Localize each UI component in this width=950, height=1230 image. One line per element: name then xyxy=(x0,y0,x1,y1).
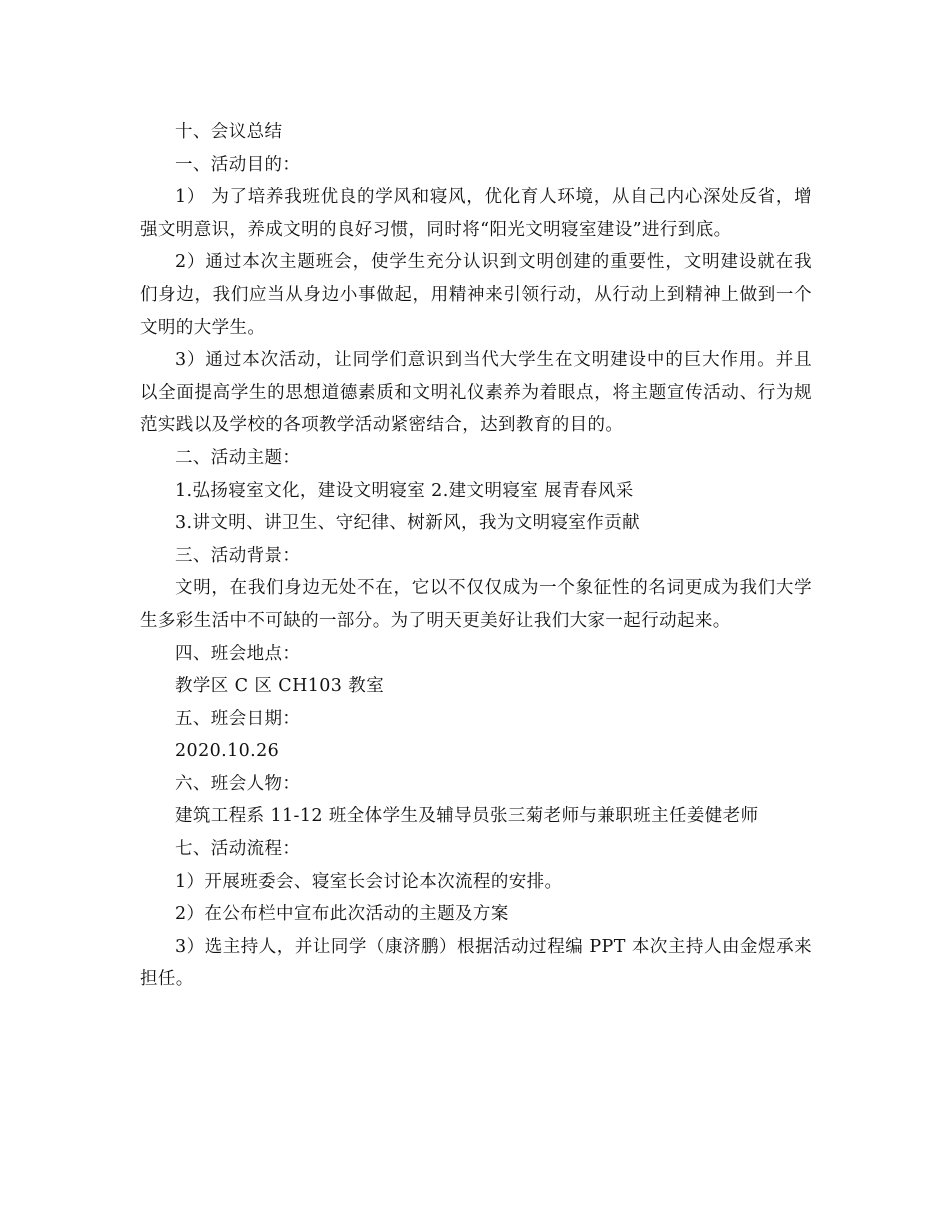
section-heading: 四、班会地点： xyxy=(175,643,301,664)
body-paragraph: 2020.10.26 xyxy=(175,741,280,762)
body-paragraph: 1.弘扬寝室文化，建设文明寝室 2.建文明寝室 展青春风采 xyxy=(175,480,634,501)
section-heading: 十、会议总结 xyxy=(175,122,283,142)
section-heading: 六、班会人物： xyxy=(175,773,301,794)
body-paragraph: 文明，在我们身边无处不在，它以不仅仅成为一个象征性的名词更成为我们大学生多彩生活中不可缺的一部分。为了明天更美好让我们大家一起行动起来。 xyxy=(140,578,812,631)
section-heading: 三、活动背景： xyxy=(175,545,301,566)
body-paragraph: 2）在公布栏中宣布此次活动的主题及方案 xyxy=(175,904,509,925)
section-heading: 二、活动主题： xyxy=(175,447,301,468)
section-heading: 一、活动目的： xyxy=(175,154,301,175)
body-paragraph: 1） 为了培养我班优良的学风和寝风，优化育人环境，从自己内心深处反省，增强文明意识，养成文明的良好习惯，同时将“阳光文明寝室建设”进行到底。 xyxy=(140,187,812,240)
body-paragraph: 2）通过本次主题班会，使学生充分认识到文明创建的重要性，文明建设就在我们身边，我们应当从身边小事做起，用精神来引领行动，从行动上到精神上做到一个文明的大学生。 xyxy=(140,252,812,338)
document-body xyxy=(140,116,812,996)
body-paragraph: 教学区 C 区 CH103 教室 xyxy=(175,676,385,697)
section-heading: 五、班会日期： xyxy=(175,708,301,729)
body-paragraph: 3）选主持人，并让同学（康济鹏）根据活动过程编 PPT 本次主持人由金煜承来担任。 xyxy=(140,936,812,990)
body-paragraph: 建筑工程系 11-12 班全体学生及辅导员张三菊老师与兼职班主任姜健老师 xyxy=(175,806,759,827)
section-heading: 七、活动流程： xyxy=(175,839,301,860)
body-paragraph: 3）通过本次活动，让同学们意识到当代大学生在文明建设中的巨大作用。并且以全面提高学生的思想道德素质和文明礼仪素养为着眼点，将主题宣传活动、行为规范实践以及学校的各项教学活动紧密结合，达到教育的目的。 xyxy=(140,350,812,436)
body-paragraph: 3.讲文明、讲卫生、守纪律、树新风，我为文明寝室作贡献 xyxy=(175,513,640,534)
body-paragraph: 1）开展班委会、寝室长会讨论本次流程的安排。 xyxy=(175,871,563,892)
